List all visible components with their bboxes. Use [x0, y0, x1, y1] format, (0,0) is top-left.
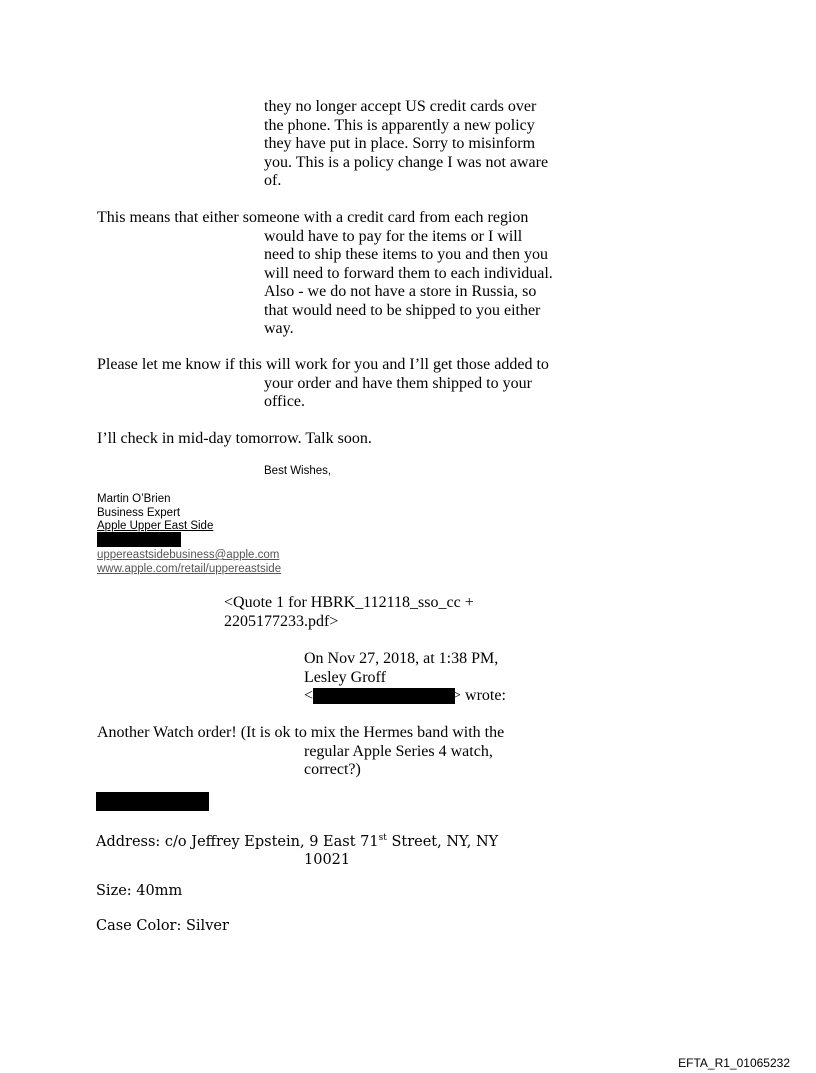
- quoted-intro: [264, 98, 564, 191]
- email-link[interactable]: uppereastsidebusiness@apple.com: [97, 549, 280, 561]
- text-line: you. This is a policy change I was not aware: [264, 153, 549, 171]
- text-line: need to ship these items to you and then you: [264, 246, 548, 263]
- signature: [97, 493, 397, 534]
- paragraph-watch-order: [97, 724, 617, 780]
- case-color-line: Case Color: Silver: [96, 918, 229, 934]
- size-line: Size: 40mm: [96, 883, 183, 899]
- text-line: will need to forward them to each individual.: [264, 264, 553, 282]
- text-line: they have put in place. Sorry to misinform: [264, 135, 536, 152]
- closing: Best Wishes,: [264, 465, 332, 477]
- signature-title: Business Expert: [97, 506, 181, 519]
- text-line: 2205177233.pdf>: [224, 612, 339, 630]
- attachment-reference[interactable]: [224, 594, 474, 631]
- text-line: [304, 687, 604, 706]
- text-line: This means that either someone with a credit card from each region: [97, 209, 529, 226]
- email-open-bracket: <: [304, 687, 314, 704]
- text-line: of.: [264, 172, 282, 189]
- address-zip: 10021: [304, 851, 351, 868]
- text-line: way.: [264, 320, 294, 337]
- text-line: your order and have them shipped to your: [264, 374, 532, 392]
- redaction-bar: [96, 792, 209, 811]
- text-line: Also - we do not have a store in Russia, so: [264, 283, 537, 300]
- text-line: would have to pay for the items or I will: [264, 227, 523, 245]
- text-line: <Quote 1 for HBRK_112118_sso_cc +: [224, 594, 474, 611]
- address-line: Address: c/o Jeffrey Epstein, 9 East 71st Street, NY, NY: [96, 833, 499, 850]
- signature-store: Apple Upper East Side: [97, 520, 214, 532]
- text-line: office.: [264, 393, 306, 410]
- text-line: Please let me know if this will work for you and I’ll get those added to: [97, 356, 549, 373]
- redaction-bar: [313, 688, 455, 704]
- redaction-bar: [97, 532, 181, 547]
- reply-header: [304, 650, 604, 706]
- paragraph-confirm: [97, 356, 617, 412]
- signature-name: Martin O’Brien: [97, 493, 171, 505]
- text-line: that would need to be shipped to you either: [264, 301, 541, 319]
- paragraph-checkin: I’ll check in mid-day tomorrow. Talk soon.: [97, 430, 372, 447]
- text-line: On Nov 27, 2018, at 1:38 PM,: [304, 650, 499, 667]
- text-line: Lesley Groff: [304, 668, 386, 686]
- text-line: they no longer accept US credit cards over: [264, 98, 537, 115]
- address-block: [96, 829, 516, 869]
- text-line: regular Apple Series 4 watch,: [304, 742, 493, 760]
- text-line: correct?): [304, 761, 361, 778]
- website-link[interactable]: www.apple.com/retail/uppereastside: [97, 562, 282, 575]
- text-line: Another Watch order! (It is ok to mix the Hermes band with the: [97, 724, 505, 741]
- document-id: EFTA_R1_01065232: [678, 1056, 790, 1070]
- wrote-label: > wrote:: [452, 687, 506, 704]
- signature-links: [97, 549, 281, 576]
- paragraph-region: [97, 209, 617, 339]
- text-line: the phone. This is apparently a new policy: [264, 116, 535, 134]
